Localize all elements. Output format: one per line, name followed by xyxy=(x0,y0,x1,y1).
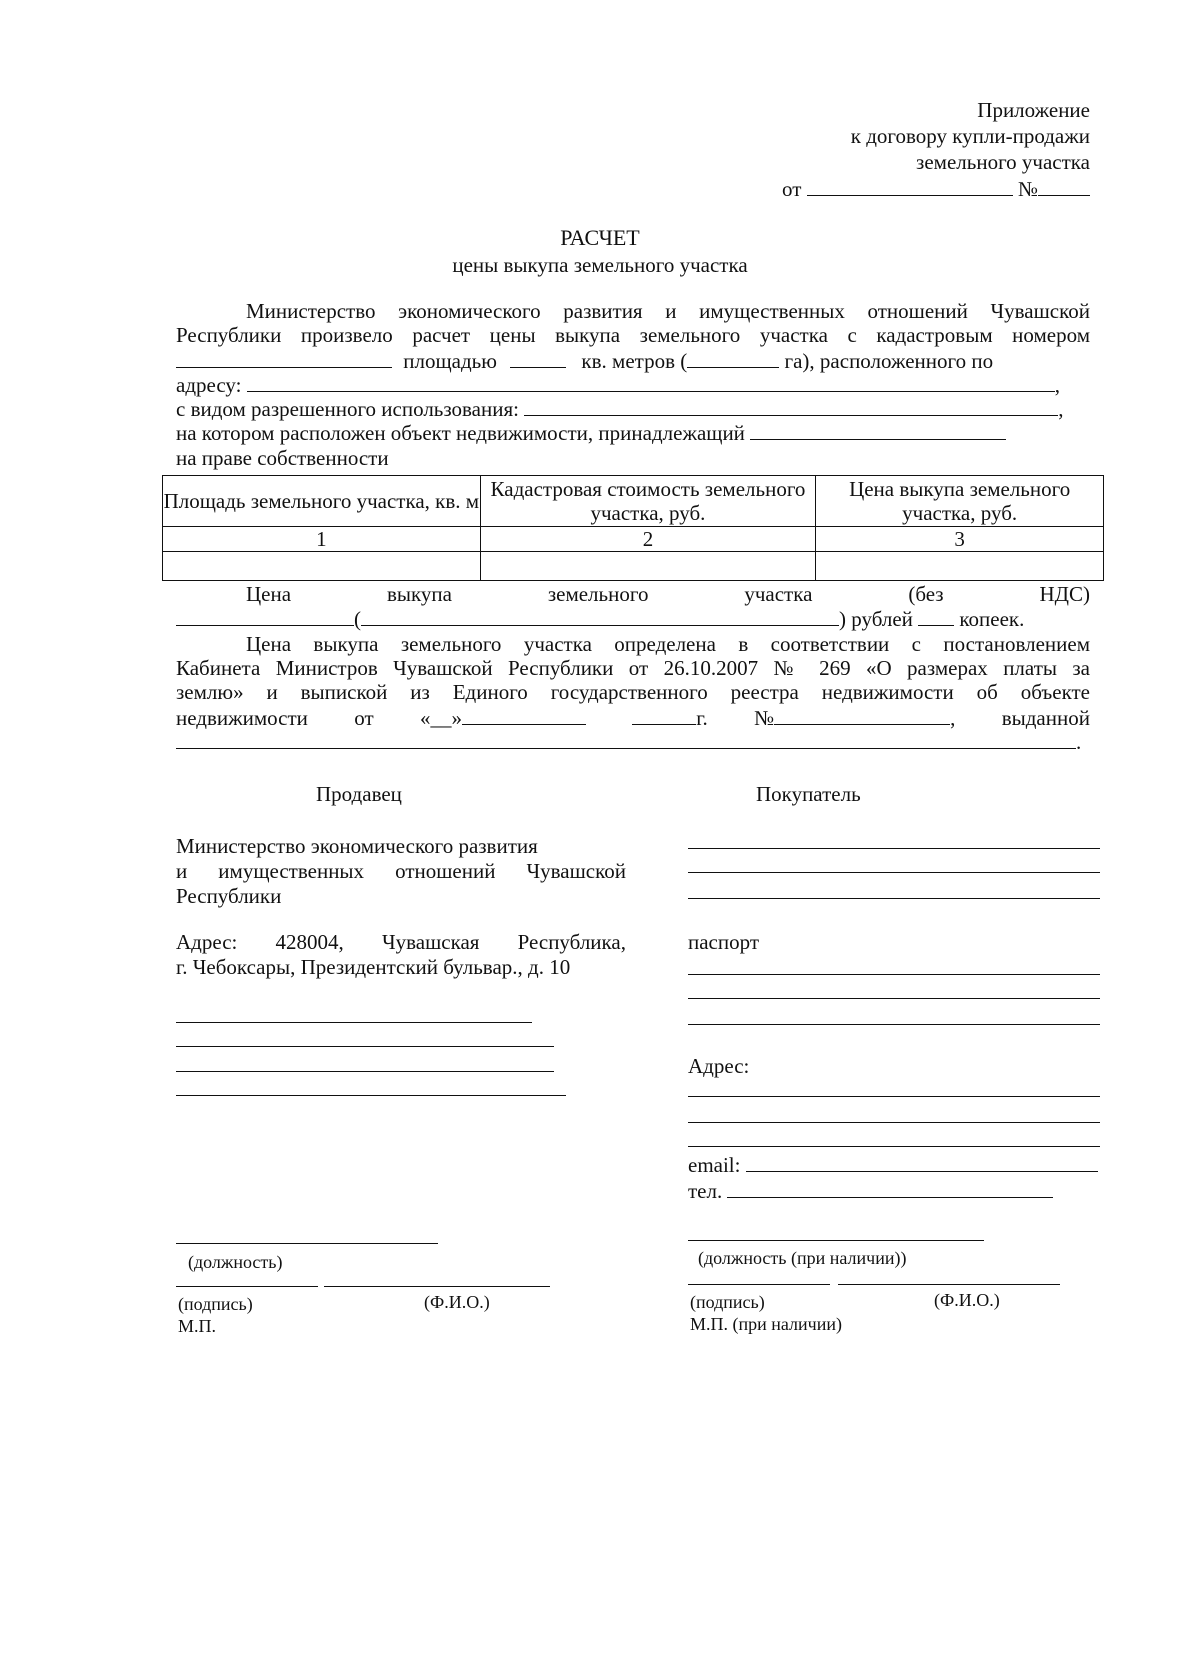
basis-word: недвижимости xyxy=(176,706,308,730)
price-line-2 xyxy=(176,606,1090,630)
buyer-seal-label: М.П. (при наличии) xyxy=(690,1314,842,1334)
date-blank xyxy=(807,176,1013,196)
annex-line-1: Приложение xyxy=(977,98,1090,122)
buyer-passport-line xyxy=(688,1024,1100,1025)
price-word: Цена xyxy=(246,582,292,606)
seller-signature-line xyxy=(176,1286,318,1287)
annex-from-label: от xyxy=(782,177,802,201)
basis-word: от xyxy=(354,706,374,730)
comma: , xyxy=(1054,373,1060,397)
buyer-blank-line xyxy=(688,898,1100,899)
address-blank xyxy=(247,372,1055,392)
col-number: 1 xyxy=(163,527,481,552)
use-label: с видом разрешенного использования: xyxy=(176,397,519,421)
object-label: на котором расположен объект недвижимости, принадлежащий xyxy=(176,421,745,445)
month-blank xyxy=(462,705,586,725)
document-title: РАСЧЕТ xyxy=(560,225,640,250)
header-buyout-price: Цена выкупа земельного участка, руб. xyxy=(816,476,1104,527)
price-words-blank xyxy=(361,606,839,626)
seller-signature-label: (подпись) xyxy=(178,1294,253,1314)
kopecks-label: копеек. xyxy=(959,607,1025,631)
rubles-label: ) рублей xyxy=(839,607,913,631)
period: . xyxy=(1076,730,1082,754)
buyer-heading: Покупатель xyxy=(756,782,861,806)
intro-line-5 xyxy=(176,396,1090,420)
buyer-position-line xyxy=(688,1240,984,1241)
area-blank xyxy=(510,348,566,368)
calculation-table xyxy=(162,475,1104,581)
seller-address-line: г. Чебоксары, Президентский бульвар., д. 10 xyxy=(176,955,571,979)
document-subtitle: цены выкупа земельного участка xyxy=(452,253,748,277)
basis-line-4 xyxy=(176,705,1090,729)
buyer-address-line xyxy=(688,1122,1100,1123)
seller-org xyxy=(176,834,626,909)
intro-line-4 xyxy=(176,372,1090,396)
open-paren: ( xyxy=(354,607,361,631)
annex-date-line xyxy=(700,176,1090,202)
buyer-phone-row xyxy=(688,1178,1108,1203)
buyer-passport-line xyxy=(688,998,1100,999)
extract-number-blank xyxy=(774,705,950,725)
price-word: НДС) xyxy=(1039,582,1090,606)
basis-line-2: Кабинета Министров Чувашской Республики от 26.10.2007 № 269 «О размерах платы за xyxy=(176,656,1090,680)
basis-year xyxy=(632,705,708,730)
basis-line-1: Цена выкупа земельного участка определена в соответствии с постановлением xyxy=(246,632,1090,656)
buyer-email-row xyxy=(688,1152,1108,1177)
buyer-address-line xyxy=(688,1146,1100,1147)
intro-line-1: Министерство экономического развития и имущественных отношений Чувашской xyxy=(246,299,1090,323)
comma: , xyxy=(1058,397,1064,421)
col-number: 3 xyxy=(816,527,1104,552)
annex-line-3: земельного участка xyxy=(916,150,1090,174)
address-label: адресу: xyxy=(176,373,242,397)
ha-label: га), расположенного по xyxy=(784,349,994,373)
buyer-fio-line xyxy=(838,1284,1060,1285)
seller-org-line: Министерство экономического развития xyxy=(176,834,538,858)
buyer-passport-line xyxy=(688,974,1100,975)
buyer-address-line xyxy=(688,1096,1100,1097)
intro-line-2: Республики произвело расчет цены выкупа земельного участка с кадастровым номером xyxy=(176,323,1090,347)
annex-line-2: к договору купли-продажи xyxy=(850,124,1090,148)
kopecks-blank xyxy=(918,606,954,626)
number-sign: № xyxy=(754,706,775,730)
buyer-blank-line xyxy=(688,848,1100,849)
annex-number-sign: № xyxy=(1017,177,1038,201)
issuer-blank xyxy=(176,729,1076,749)
seller-position-label: (должность) xyxy=(188,1252,283,1272)
seller-fio-line xyxy=(324,1286,550,1287)
phone-label: тел. xyxy=(688,1179,723,1203)
buyer-blank-line xyxy=(688,872,1100,873)
seller-address xyxy=(176,930,626,980)
price-word: земельного xyxy=(547,582,649,606)
phone-blank xyxy=(727,1178,1053,1198)
price-word: (без xyxy=(908,582,944,606)
buyer-address-label: Адрес: xyxy=(688,1054,750,1078)
basis-number: № , xyxy=(754,706,956,730)
buyer-signature-label: (подпись) xyxy=(690,1292,765,1312)
use-blank xyxy=(524,396,1058,416)
owner-blank xyxy=(750,420,1006,440)
table-cell xyxy=(163,552,481,581)
buyer-fio-label: (Ф.И.О.) xyxy=(934,1290,1000,1310)
seller-org-line: и имущественных отношений Чувашской xyxy=(176,859,626,883)
price-figures-blank xyxy=(176,606,354,626)
area-label: площадью xyxy=(403,349,497,373)
price-word: участка xyxy=(744,582,813,606)
intro-line-7: на праве собственности xyxy=(176,446,389,470)
table-empty-row xyxy=(163,552,1104,581)
basis-word: выданной xyxy=(1001,706,1090,730)
email-blank xyxy=(746,1152,1098,1172)
number-blank xyxy=(1038,176,1090,196)
year-label: г. xyxy=(696,706,708,730)
table-number-row xyxy=(163,527,1104,552)
seller-position-line xyxy=(176,1243,438,1244)
seller-blank-line xyxy=(176,1046,554,1047)
cadastral-number-blank xyxy=(176,348,392,368)
table-header-row xyxy=(163,476,1104,527)
table-cell xyxy=(480,552,816,581)
basis-line-5 xyxy=(176,729,1090,753)
col-number: 2 xyxy=(480,527,816,552)
basis-date xyxy=(420,705,586,730)
header-cadastral-value: Кадастровая стоимость земельного участка, руб. xyxy=(480,476,816,527)
seller-heading: Продавец xyxy=(316,782,402,806)
buyer-passport-label: паспорт xyxy=(688,930,760,954)
seller-blank-line xyxy=(176,1022,532,1023)
buyer-position-label: (должность (при наличии)) xyxy=(698,1248,907,1268)
hectare-blank xyxy=(687,348,779,368)
table-cell xyxy=(816,552,1104,581)
email-label: email: xyxy=(688,1153,741,1177)
seller-seal-label: М.П. xyxy=(178,1316,217,1336)
price-line-1 xyxy=(246,582,1090,606)
quote-day: «__» xyxy=(419,706,462,730)
header-area: Площадь земельного участка, кв. м xyxy=(163,476,481,527)
seller-blank-line xyxy=(176,1095,566,1096)
basis-line-3: землю» и выпиской из Единого государственного реестра недвижимости об объекте xyxy=(176,680,1090,704)
seller-address-line: Адрес: 428004, Чувашская Республика, xyxy=(176,930,626,954)
seller-blank-line xyxy=(176,1071,554,1072)
seller-fio-label: (Ф.И.О.) xyxy=(424,1292,490,1312)
intro-line-6 xyxy=(176,420,1090,444)
seller-org-line: Республики xyxy=(176,884,282,908)
annex-header xyxy=(700,98,1090,202)
buyer-signature-line xyxy=(688,1284,830,1285)
year-blank xyxy=(632,705,696,725)
price-word: выкупа xyxy=(386,582,452,606)
intro-line-3 xyxy=(176,348,1090,372)
sqm-label: кв. метров ( xyxy=(581,349,688,373)
